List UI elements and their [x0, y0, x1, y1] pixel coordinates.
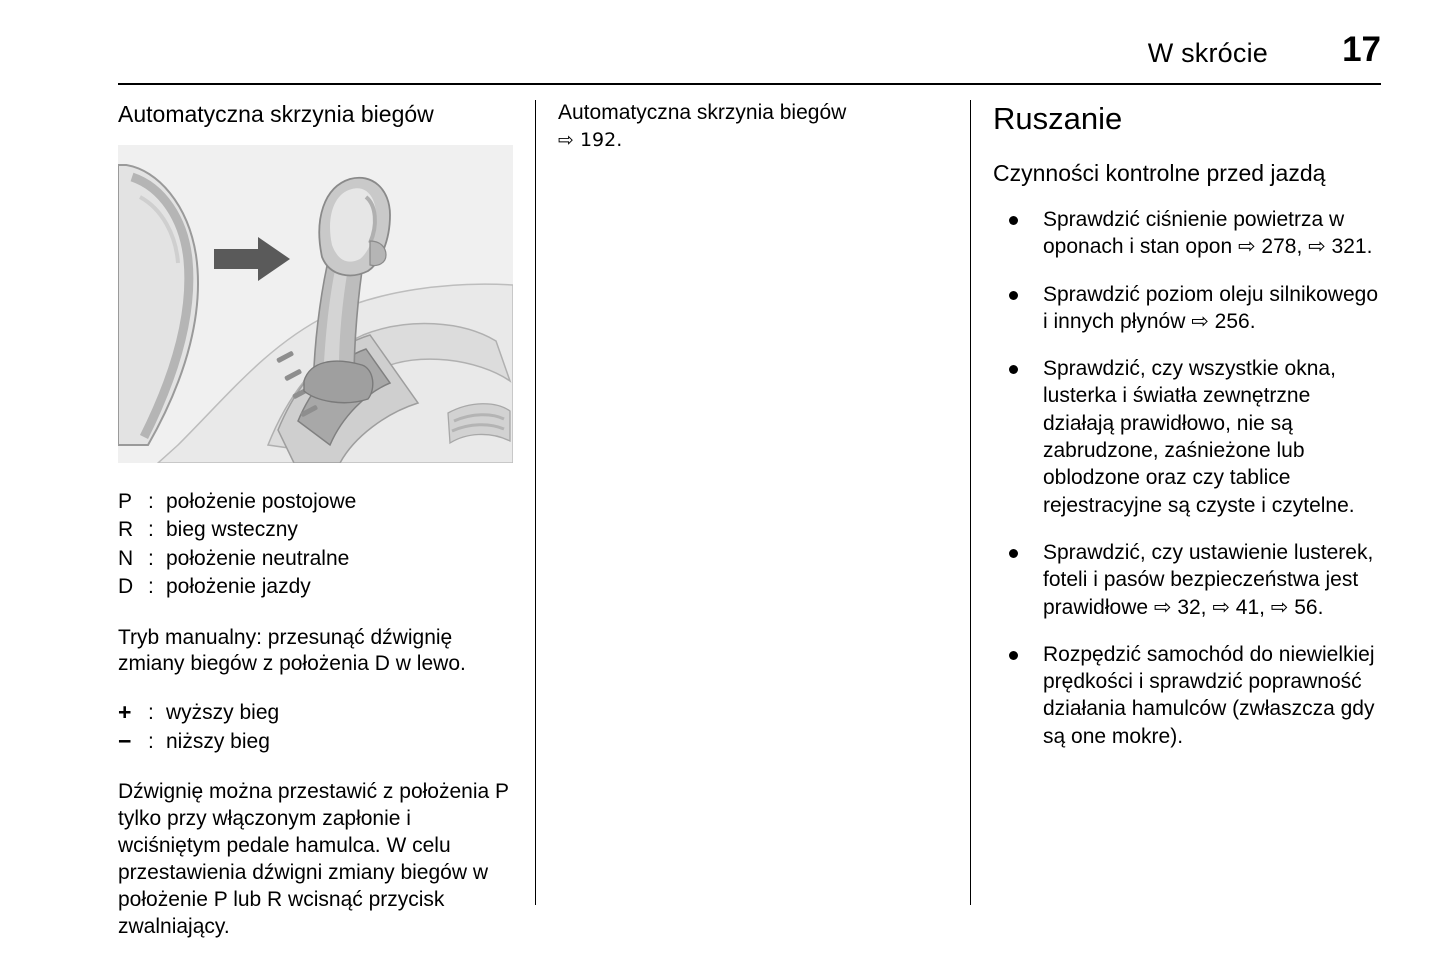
- list-item-text: Sprawdzić ciśnienie powietrza w oponach i stan opon ⇨ 278, ⇨ 321.: [1043, 207, 1373, 259]
- legend-key-r: R: [118, 518, 134, 542]
- list-item-text: Sprawdzić, czy ustawienie lusterek, foteli i pasów bezpieczeństwa jest prawidłowe ⇨ 32, ⇨ 41, ⇨ 56.: [1043, 540, 1374, 619]
- bullet-icon: [1009, 216, 1018, 225]
- bullet-icon: [1009, 549, 1018, 558]
- column-divider-2: [970, 100, 971, 905]
- legend-item-r: [118, 517, 518, 543]
- gear-position-legend: [118, 489, 518, 601]
- list-item-text: Sprawdzić, czy wszystkie okna, lusterka i światła zewnętrzne działają prawidłowo, nie są zabrudzone, zaśnieżone lub oblodzone oraz czy tablice rejestracyjne są czyste i czytelne.: [1043, 357, 1355, 517]
- legend-text-p: położenie postojowe: [166, 489, 357, 513]
- subtitle-pre-drive-checks: Czynności kontrolne przed jazdą: [993, 160, 1326, 187]
- automatic-gear-selector-illustration: [118, 145, 513, 463]
- legend-colon-downshift: :: [148, 729, 154, 753]
- legend-key-d: D: [118, 575, 134, 599]
- legend-key-n: N: [118, 546, 134, 570]
- bullet-icon: [1009, 651, 1018, 660]
- minus-icon: −: [118, 727, 132, 754]
- legend-key-p: P: [118, 489, 133, 513]
- legend-text-d: położenie jazdy: [166, 575, 311, 599]
- legend-text-downshift: niższy bieg: [166, 729, 270, 753]
- cross-reference-link[interactable]: ⇨ 192.: [558, 128, 623, 151]
- bullet-icon: [1009, 291, 1018, 300]
- paragraph-manual-mode: Tryb manualny: przesunąć dźwignię zmiany biegów z położenia D w lewo.: [118, 625, 466, 676]
- column-two: [558, 100, 948, 154]
- legend-text-n: położenie neutralne: [166, 546, 350, 570]
- legend-item-p: [118, 489, 518, 515]
- column-divider-1: [535, 100, 536, 905]
- page-header: [118, 30, 1381, 84]
- header-divider: [118, 83, 1381, 85]
- legend-colon-n: :: [148, 546, 154, 570]
- legend-text-r: bieg wsteczny: [166, 518, 298, 542]
- legend-item-d: [118, 574, 518, 600]
- cross-reference-text: [558, 100, 948, 154]
- section-title-automatic-transmission: Automatyczna skrzynia biegów: [118, 101, 434, 127]
- list-item-text: Rozpędzić samochód do niewielkiej prędkości i sprawdzić poprawność działania hamulców (zwłaszcza gdy są one mokre).: [1043, 642, 1375, 748]
- column-one: [118, 100, 518, 940]
- list-item: [993, 641, 1383, 750]
- header-section-title: W skrócie: [1147, 38, 1268, 68]
- list-item-text: Sprawdzić poziom oleju silnikowego i innych płynów ⇨ 256.: [1043, 282, 1378, 333]
- legend-item-n: [118, 546, 518, 572]
- legend-colon-upshift: :: [148, 701, 154, 725]
- page-number: 17: [1342, 30, 1381, 69]
- legend-colon-p: :: [148, 489, 154, 513]
- shift-symbol-legend: [118, 700, 518, 755]
- list-item: [993, 355, 1383, 519]
- list-item: [993, 281, 1383, 336]
- list-item: [993, 206, 1383, 261]
- pre-drive-check-list: [993, 206, 1383, 750]
- page-title-ruszanie: Ruszanie: [993, 101, 1123, 136]
- list-item: [993, 539, 1383, 621]
- column-three: [993, 100, 1383, 770]
- cross-reference-label: Automatyczna skrzynia biegów: [558, 101, 847, 124]
- legend-colon-d: :: [148, 575, 154, 599]
- legend-colon-r: :: [148, 518, 154, 542]
- plus-icon: +: [118, 699, 132, 726]
- legend-item-upshift: [118, 700, 518, 726]
- legend-item-downshift: [118, 729, 518, 755]
- paragraph-release-button: Dźwignię można przestawić z położenia P tylko przy włączonym zapłonie i wciśniętym pedale hamulca. W celu przestawienia dźwigni zmiany biegów w położenie P lub R wcisnąć przycisk zwalniający.: [118, 780, 509, 938]
- bullet-icon: [1009, 365, 1018, 374]
- legend-text-upshift: wyższy bieg: [166, 701, 280, 725]
